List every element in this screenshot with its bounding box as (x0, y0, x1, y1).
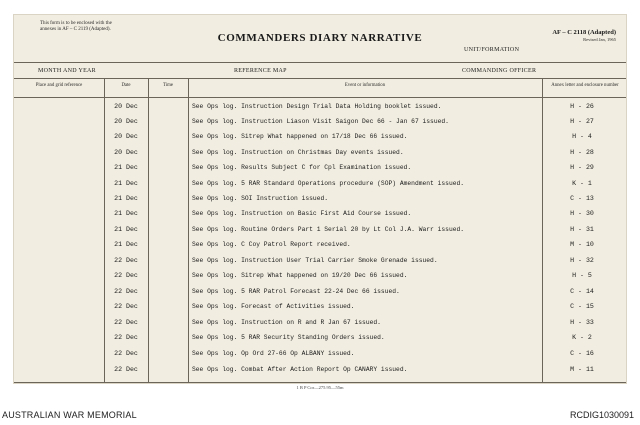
entry-date: 21 Dec (114, 164, 138, 171)
month-year-label: MONTH AND YEAR (38, 68, 96, 74)
entry-date: 22 Dec (114, 350, 138, 357)
col-header-place: Place and grid reference (35, 83, 83, 88)
entry-annex: K - 1 (572, 180, 592, 187)
table-row (14, 146, 627, 161)
entry-annex: H - 33 (570, 319, 594, 326)
entry-event: See Ops log. Sitrep What happened on 19/20 Dec 66 issued. (192, 272, 408, 279)
table-row (14, 192, 627, 207)
table-row (14, 115, 627, 130)
divider (14, 78, 627, 79)
entry-event: See Ops log. Results Subject C for Cpl Examination issued. (192, 164, 412, 171)
entry-annex: H - 30 (570, 210, 594, 217)
reference-map-label: REFERENCE MAP (234, 68, 287, 74)
entry-event: See Ops log. 5 RAR Patrol Forecast 22-24 Dec 66 issued. (192, 288, 400, 295)
archive-id: RCDIG1030091 (569, 410, 634, 420)
diary-sheet (13, 14, 627, 384)
table-row (14, 285, 627, 300)
table-row (14, 207, 627, 222)
table-row (14, 331, 627, 346)
table-row (14, 269, 627, 284)
entry-date: 22 Dec (114, 366, 138, 373)
table-row (14, 177, 627, 192)
entry-annex: H - 26 (570, 103, 594, 110)
entry-date: 22 Dec (114, 334, 138, 341)
divider (14, 62, 627, 63)
entry-event: See Ops log. Instruction on Basic First Aid Course issued. (192, 210, 412, 217)
form-number: AF – C 2118 (Adapted) (552, 29, 616, 36)
entry-event: See Ops log. Forecast of Activities issued. (192, 303, 355, 310)
entry-event: See Ops log. Sitrep What happened on 17/18 Dec 66 issued. (192, 133, 408, 140)
enclosure-note-line: This form is to be enclosed with the (40, 21, 112, 26)
entry-date: 22 Dec (114, 303, 138, 310)
entry-date: 22 Dec (114, 272, 138, 279)
entry-annex: H - 32 (570, 257, 594, 264)
table-row (14, 100, 627, 115)
printer-imprint: 1 B P Cor—275.95—55m (296, 385, 344, 390)
entry-event: See Ops log. Instruction User Trial Carrier Smoke Grenade issued. (192, 257, 438, 264)
archive-caption: AUSTRALIAN WAR MEMORIAL (2, 410, 137, 420)
entry-annex: C - 14 (570, 288, 594, 295)
revision-date: Revised Jan, 1965 (583, 37, 616, 42)
entry-date: 21 Dec (114, 241, 138, 248)
col-header-time: Time (163, 83, 173, 88)
entry-annex: C - 16 (570, 350, 594, 357)
entry-event: See Ops log. C Coy Patrol Report received. (192, 241, 351, 248)
entry-date: 20 Dec (114, 149, 138, 156)
entry-event: See Ops log. Instruction Liason Visit Saigon Dec 66 - Jan 67 issued. (192, 118, 449, 125)
table-row (14, 130, 627, 145)
entry-date: 21 Dec (114, 195, 138, 202)
entry-annex: H - 4 (572, 133, 592, 140)
entry-annex: H - 5 (572, 272, 592, 279)
table-row (14, 363, 627, 378)
entry-event: See Ops log. Instruction on Christmas Day events issued. (192, 149, 404, 156)
entry-event: See Ops log. Combat After Action Report Op CANARY issued. (192, 366, 408, 373)
table-row (14, 254, 627, 269)
entry-date: 22 Dec (114, 288, 138, 295)
entry-annex: H - 29 (570, 164, 594, 171)
unit-formation-label: UNIT/FORMATION (464, 47, 520, 53)
entry-date: 20 Dec (114, 133, 138, 140)
entry-event: See Ops log. Instruction on R and R Jan 67 issued. (192, 319, 381, 326)
table-row (14, 223, 627, 238)
entry-event: See Ops log. Instruction Design Trial Data Holding booklet issued. (192, 103, 442, 110)
table-row (14, 161, 627, 176)
entry-event: See Ops log. Routine Orders Part 1 Serial 20 by Lt Col J.A. Warr issued. (192, 226, 465, 233)
col-header-date: Date (121, 83, 131, 88)
commanding-officer-label: COMMANDING OFFICER (462, 68, 537, 74)
entry-annex: C - 15 (570, 303, 594, 310)
entry-annex: H - 28 (570, 149, 594, 156)
entry-date: 22 Dec (114, 319, 138, 326)
enclosure-note-line: annexes in AF – C 2119 (Adapted). (40, 27, 111, 32)
entry-event: See Ops log. 5 RAR Standard Operations procedure (SOP) Amendment issued. (192, 180, 465, 187)
entry-event: See Ops log. 5 RAR Security Standing Orders issued. (192, 334, 385, 341)
entry-annex: C - 13 (570, 195, 594, 202)
entry-date: 20 Dec (114, 103, 138, 110)
entry-annex: M - 10 (570, 241, 594, 248)
divider (14, 382, 627, 383)
entry-annex: K - 2 (572, 334, 592, 341)
entry-date: 21 Dec (114, 180, 138, 187)
divider (14, 97, 627, 98)
entry-event: See Ops log. Op Ord 27-66 Op ALBANY issued. (192, 350, 355, 357)
entry-date: 21 Dec (114, 210, 138, 217)
col-header-annex: Annex letter and enclosure number (551, 83, 619, 88)
table-row (14, 347, 627, 362)
entry-date: 22 Dec (114, 257, 138, 264)
form-title: COMMANDERS DIARY NARRATIVE (217, 32, 423, 44)
table-row (14, 238, 627, 253)
table-row (14, 316, 627, 331)
entry-annex: H - 31 (570, 226, 594, 233)
entry-annex: H - 27 (570, 118, 594, 125)
col-header-event: Event or information (344, 83, 386, 88)
entry-annex: M - 11 (570, 366, 594, 373)
entry-event: See Ops log. SOI Instruction issued. (192, 195, 329, 202)
table-row (14, 300, 627, 315)
entry-date: 21 Dec (114, 226, 138, 233)
entry-date: 20 Dec (114, 118, 138, 125)
